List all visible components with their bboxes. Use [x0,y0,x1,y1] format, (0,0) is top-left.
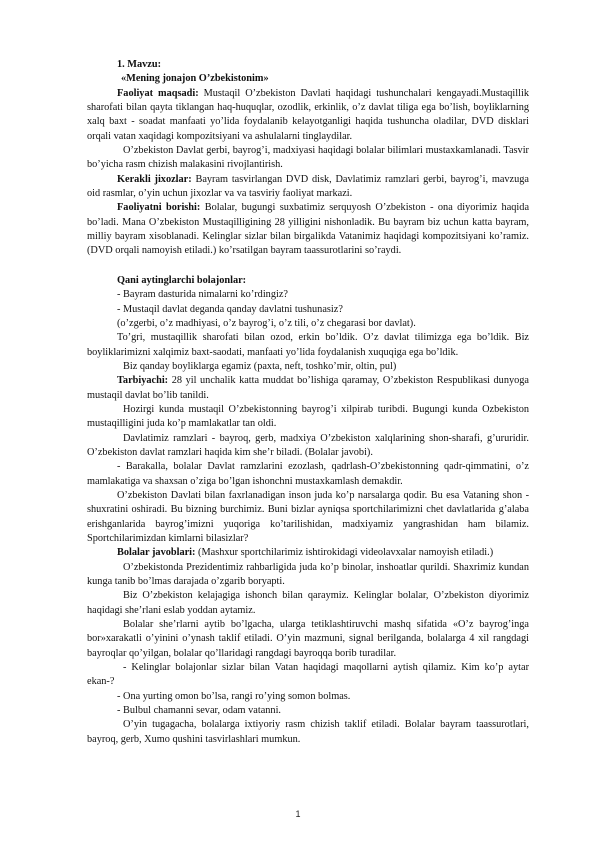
paragraph-text: To’gri, mustaqillik sharofati bilan ozod, erkin bo’ldik. O’z davlat tilimizga ega bo’ldik. Biz boyliklarimizni xalqimiz baxt-saodati, manfaati yo’lida foydalanish xuquqiga ega bo’ldik. [87,332,529,358]
paragraph [87,432,529,461]
lesson-number: 1. Mavzu: [117,59,162,70]
paragraph-text: 28 yil unchalik katta muddat bo’lishiga qaramay, O’zbekiston Respublikasi dunyoga mustaqil davlat bo’lib tanildi. [87,375,529,401]
intro-section [87,87,529,259]
paragraph [87,87,529,144]
paragraph [87,288,529,302]
paragraph [87,331,529,360]
paragraph-text: Davlatimiz ramzlari - bayroq, gerb, madxiya O’zbekiston xalqlarining shon-sharafi, g’ururidir. O’zbekiston davlat ramzlari haqida kim she’r biladi. (Bolalar javobi). [87,432,529,458]
section-gap [87,259,529,274]
paragraph [87,618,529,661]
paragraph [87,303,529,317]
paragraph [87,460,529,489]
paragraph [87,661,529,690]
paragraph-text: Bayram tasvirlangan DVD disk, Davlatimiz ramzlari gerbi, bayrog’i, mavzuga oid rasmlar, o’yin uchun jixozlar va va tasviriy faoliyat markazi. [87,173,529,200]
paragraph-text: O’yin tugagacha, bolalarga ixtiyoriy rasm chizish taklif etiladi. Bolalar bayram taassurotlari, bayroq, gerb, Xumo qushini tasvirlashlari mumkun. [87,719,529,745]
paragraph-label: Faoliyat maqsadi: [117,87,199,99]
paragraph-text: Biz O’zbekiston kelajagiga ishonch bilan qaraymiz. Kelinglar bolalar, O’zbekiston diyorimiz haqidagi she’rlani eslab yoddan aytamiz. [87,590,529,616]
paragraph-text: - Barakalla, bolalar Davlat ramzlarini ezozlash, qadrlash-O’zbekistonning qadr-qimmatini, o’z mamlakatiga va shaxsan o’ziga bo’lgan ishonchni mustaxkamlash demakdir. [87,461,529,487]
paragraph-text: Bolalar, bugungi suxbatimiz serquyosh O’zbekiston - ona diyorimiz haqida bo’ladi. Mana O’zbekiston Mustaqilligining 28 yilligini nishonladik. Bu bayram biz uchun katta bayram, milliy bayram xisoblanadi. Kelinglar sizlar bilan birgalikda Vatanimiz haqidagi kompozitsiyani ko’ramiz. (DVD orqali namoyish etiladi.) ko’rsatilgan bayram taassurotlarini so’raydi. [87,202,530,257]
document-page [87,58,529,747]
questions-heading: Qani aytinglarchi bolajonlar: [117,274,247,286]
paragraph [87,561,529,590]
paragraph [87,690,529,704]
paragraph [87,704,529,718]
paragraph-label: Tarbiyachi: [117,375,169,387]
paragraph [87,317,529,331]
paragraph-text: - Bayram dasturida nimalarni ko’rdingiz? [117,289,288,301]
lesson-title: «Mening jonajon O’zbekistonim» [121,73,269,85]
paragraph [87,201,529,258]
paragraph-text: O’zbekiston Davlati bilan faxrlanadigan inson juda ko’p narsalarga qodir. Bu esa Vataning shon - shuxratini oshiradi. Bu bizning burchimiz. Buni bizlar ayniqsa sportchilarimizni chet davlatlarida g’alaba erishganlarida bayrog’imizni yuqoriga ko’tarilishidan, madxiyamiz yangrashidan ham bilamiz. Sportchilarimizdan kimlarni bilasizlar? [87,489,529,544]
paragraph-text: O’zbekiston Davlat gerbi, bayrog’i, madxiyasi haqidagi bolalar bilimlari mustaxkamlanadi. Tasvir bo’yicha rasm chizish malakasini rivojlantirish. [87,145,529,171]
paragraph-text: (o’zgerbi, o’z madhiyasi, o’z bayrog’i, o’z tili, o’z chegarasi bor davlat). [117,317,416,329]
paragraph-label: Kerakli jixozlar: [117,173,192,185]
paragraph [87,489,529,546]
page-number: 1 [295,809,301,819]
paragraph [87,718,529,747]
paragraph-text: O’zbekistonda Prezidentimiz rahbarligida juda ko’p binolar, inshoatlar qurildi. Shaxrimiz kundan kunga tanib bo’lmas darajada o’zgarib boryapti. [87,561,529,588]
paragraph [87,144,529,173]
paragraph-text: Bolalar she’rlarni aytib bo’lgacha, ularga tetiklashtiruvchi mashq sifatida «O’z bayrog’inga bor»xarakatli o’yinini o’ynash taklif etiladi. O’yin mazmuni, signal berilganda, bolalarga 4 xil rangdagi bayroqlar qo’yilgan, bolalar qo’llaridagi rangdagi bayroqqa borib turadilar. [87,619,529,659]
paragraph-text: Biz qanday boyliklarga egamiz (paxta, neft, toshko’mir, oltin, pul) [123,360,397,372]
body-section [87,288,529,747]
paragraph [87,589,529,618]
paragraph-text: - Kelinglar bolajonlar sizlar bilan Vatan haqidagi maqollarni aytish qilamiz. Kim ko’p aytar ekan-? [87,662,529,688]
paragraph-text: - Mustaqil davlat deganda qanday davlatni tushunasiz? [117,303,343,315]
paragraph-text: - Bulbul chamanni sevar, odam vatanni. [117,705,282,717]
paragraph-label: Bolalar javoblari: [117,547,196,559]
paragraph [87,374,529,403]
paragraph-label: Faoliyatni borishi: [117,202,201,214]
paragraph-text: (Mashxur sportchilarimiz ishtirokidagi videolavxalar namoyish etiladi.) [195,547,494,559]
paragraph [87,403,529,432]
paragraph-text: - Ona yurting omon bo’lsa, rangi ro’ying somon bolmas. [117,690,351,702]
paragraph-text: Mustaqil O’zbekiston Davlati haqidagi tushunchalari kengayadi.Mustaqillik sharofati bilan qayta tiklangan haq-huquqlar, ozodlik, erkinlik, o’z davlat tiliga ega bo’lish, boyliklarning xalq baxt - soadat manfaati yo’lida foydalanib kelayotganligi haqida tushuncha oladilar, DVD disklari orqali vatan xaqidagi kompozitsiyani va ashulalarni tinglaydilar. [87,87,530,142]
paragraph-text: Hozirgi kunda mustaqil O’zbekistonning bayrog’i xilpirab turibdi. Bugungi kunda Ozbekiston mustaqilligini juda ko’p mamlakatlar tan oldi. [87,403,529,430]
paragraph [87,173,529,202]
paragraph [87,360,529,374]
paragraph [87,546,529,560]
